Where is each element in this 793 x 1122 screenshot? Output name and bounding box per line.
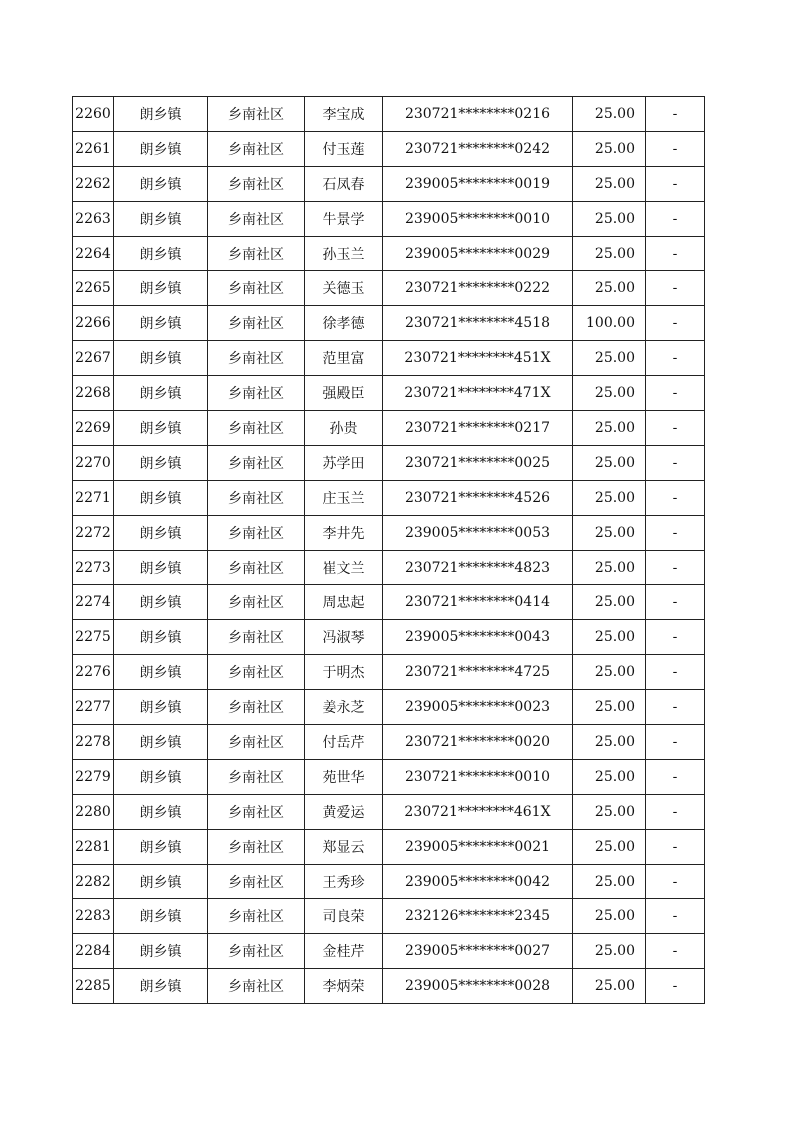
table-row (73, 166, 705, 201)
town-cell: 朗乡镇 (114, 690, 208, 725)
row-number-cell: 2274 (73, 585, 114, 620)
remark-cell: - (646, 166, 705, 201)
community-cell: 乡南社区 (208, 899, 305, 934)
id-number-cell: 230721********0222 (383, 271, 573, 306)
community-cell: 乡南社区 (208, 97, 305, 132)
community-cell: 乡南社区 (208, 445, 305, 480)
table-row (73, 341, 705, 376)
person-name-cell: 李炳荣 (305, 969, 383, 1004)
person-name-cell: 黄爱运 (305, 794, 383, 829)
person-name-cell: 关德玉 (305, 271, 383, 306)
table-body (73, 97, 705, 1004)
community-cell: 乡南社区 (208, 131, 305, 166)
table-row (73, 271, 705, 306)
person-name-cell: 强殿臣 (305, 376, 383, 411)
town-cell: 朗乡镇 (114, 166, 208, 201)
town-cell: 朗乡镇 (114, 585, 208, 620)
amount-cell: 25.00 (573, 690, 646, 725)
remark-cell: - (646, 271, 705, 306)
amount-cell: 25.00 (573, 201, 646, 236)
community-cell: 乡南社区 (208, 934, 305, 969)
table-row (73, 515, 705, 550)
id-number-cell: 230721********0020 (383, 725, 573, 760)
remark-cell: - (646, 97, 705, 132)
community-cell: 乡南社区 (208, 480, 305, 515)
remark-cell: - (646, 306, 705, 341)
table-row (73, 585, 705, 620)
table-row (73, 480, 705, 515)
row-number-cell: 2269 (73, 411, 114, 446)
table-row (73, 690, 705, 725)
id-number-cell: 230721********461X (383, 794, 573, 829)
amount-cell: 25.00 (573, 341, 646, 376)
id-number-cell: 239005********0028 (383, 969, 573, 1004)
id-number-cell: 239005********0053 (383, 515, 573, 550)
remark-cell: - (646, 341, 705, 376)
amount-cell: 25.00 (573, 166, 646, 201)
person-name-cell: 冯淑琴 (305, 620, 383, 655)
community-cell: 乡南社区 (208, 655, 305, 690)
table-row (73, 445, 705, 480)
town-cell: 朗乡镇 (114, 899, 208, 934)
id-number-cell: 239005********0021 (383, 829, 573, 864)
table-row (73, 934, 705, 969)
community-cell: 乡南社区 (208, 550, 305, 585)
id-number-cell: 230721********4526 (383, 480, 573, 515)
table-row (73, 236, 705, 271)
id-number-cell: 239005********0043 (383, 620, 573, 655)
row-number-cell: 2270 (73, 445, 114, 480)
row-number-cell: 2260 (73, 97, 114, 132)
amount-cell: 25.00 (573, 725, 646, 760)
amount-cell: 25.00 (573, 794, 646, 829)
amount-cell: 25.00 (573, 515, 646, 550)
id-number-cell: 230721********0242 (383, 131, 573, 166)
person-name-cell: 李宝成 (305, 97, 383, 132)
community-cell: 乡南社区 (208, 620, 305, 655)
community-cell: 乡南社区 (208, 271, 305, 306)
town-cell: 朗乡镇 (114, 376, 208, 411)
id-number-cell: 239005********0023 (383, 690, 573, 725)
community-cell: 乡南社区 (208, 725, 305, 760)
amount-cell: 25.00 (573, 131, 646, 166)
remark-cell: - (646, 236, 705, 271)
id-number-cell: 239005********0019 (383, 166, 573, 201)
amount-cell: 25.00 (573, 620, 646, 655)
id-number-cell: 230721********4823 (383, 550, 573, 585)
table-row (73, 725, 705, 760)
person-name-cell: 司良荣 (305, 899, 383, 934)
community-cell: 乡南社区 (208, 864, 305, 899)
row-number-cell: 2275 (73, 620, 114, 655)
community-cell: 乡南社区 (208, 829, 305, 864)
person-name-cell: 付岳芹 (305, 725, 383, 760)
town-cell: 朗乡镇 (114, 829, 208, 864)
amount-cell: 25.00 (573, 969, 646, 1004)
row-number-cell: 2276 (73, 655, 114, 690)
id-number-cell: 230721********4725 (383, 655, 573, 690)
data-table (72, 96, 705, 1004)
person-name-cell: 于明杰 (305, 655, 383, 690)
person-name-cell: 姜永芝 (305, 690, 383, 725)
amount-cell: 25.00 (573, 236, 646, 271)
amount-cell: 25.00 (573, 445, 646, 480)
person-name-cell: 石凤春 (305, 166, 383, 201)
remark-cell: - (646, 690, 705, 725)
remark-cell: - (646, 934, 705, 969)
row-number-cell: 2283 (73, 899, 114, 934)
amount-cell: 25.00 (573, 934, 646, 969)
amount-cell: 25.00 (573, 271, 646, 306)
community-cell: 乡南社区 (208, 166, 305, 201)
town-cell: 朗乡镇 (114, 131, 208, 166)
remark-cell: - (646, 201, 705, 236)
id-number-cell: 239005********0029 (383, 236, 573, 271)
remark-cell: - (646, 515, 705, 550)
row-number-cell: 2268 (73, 376, 114, 411)
town-cell: 朗乡镇 (114, 236, 208, 271)
community-cell: 乡南社区 (208, 236, 305, 271)
id-number-cell: 230721********0025 (383, 445, 573, 480)
community-cell: 乡南社区 (208, 794, 305, 829)
amount-cell: 100.00 (573, 306, 646, 341)
amount-cell: 25.00 (573, 411, 646, 446)
row-number-cell: 2272 (73, 515, 114, 550)
id-number-cell: 230721********4518 (383, 306, 573, 341)
community-cell: 乡南社区 (208, 411, 305, 446)
community-cell: 乡南社区 (208, 759, 305, 794)
row-number-cell: 2261 (73, 131, 114, 166)
remark-cell: - (646, 550, 705, 585)
row-number-cell: 2281 (73, 829, 114, 864)
person-name-cell: 付玉莲 (305, 131, 383, 166)
remark-cell: - (646, 725, 705, 760)
row-number-cell: 2279 (73, 759, 114, 794)
table-row (73, 829, 705, 864)
person-name-cell: 苑世华 (305, 759, 383, 794)
town-cell: 朗乡镇 (114, 480, 208, 515)
town-cell: 朗乡镇 (114, 969, 208, 1004)
id-number-cell: 230721********0217 (383, 411, 573, 446)
person-name-cell: 郑显云 (305, 829, 383, 864)
town-cell: 朗乡镇 (114, 620, 208, 655)
person-name-cell: 李井先 (305, 515, 383, 550)
amount-cell: 25.00 (573, 829, 646, 864)
row-number-cell: 2282 (73, 864, 114, 899)
table-row (73, 969, 705, 1004)
row-number-cell: 2265 (73, 271, 114, 306)
person-name-cell: 范里富 (305, 341, 383, 376)
person-name-cell: 金桂芹 (305, 934, 383, 969)
person-name-cell: 崔文兰 (305, 550, 383, 585)
town-cell: 朗乡镇 (114, 655, 208, 690)
town-cell: 朗乡镇 (114, 271, 208, 306)
town-cell: 朗乡镇 (114, 306, 208, 341)
remark-cell: - (646, 411, 705, 446)
id-number-cell: 230721********451X (383, 341, 573, 376)
row-number-cell: 2285 (73, 969, 114, 1004)
table-row (73, 131, 705, 166)
id-number-cell: 230721********471X (383, 376, 573, 411)
id-number-cell: 230721********0216 (383, 97, 573, 132)
person-name-cell: 庄玉兰 (305, 480, 383, 515)
table-row (73, 655, 705, 690)
row-number-cell: 2264 (73, 236, 114, 271)
row-number-cell: 2277 (73, 690, 114, 725)
amount-cell: 25.00 (573, 759, 646, 794)
row-number-cell: 2273 (73, 550, 114, 585)
person-name-cell: 徐孝德 (305, 306, 383, 341)
table-row (73, 306, 705, 341)
id-number-cell: 230721********0010 (383, 759, 573, 794)
community-cell: 乡南社区 (208, 969, 305, 1004)
table-row (73, 411, 705, 446)
community-cell: 乡南社区 (208, 201, 305, 236)
table-row (73, 759, 705, 794)
town-cell: 朗乡镇 (114, 515, 208, 550)
community-cell: 乡南社区 (208, 690, 305, 725)
id-number-cell: 239005********0042 (383, 864, 573, 899)
remark-cell: - (646, 376, 705, 411)
town-cell: 朗乡镇 (114, 864, 208, 899)
row-number-cell: 2266 (73, 306, 114, 341)
town-cell: 朗乡镇 (114, 759, 208, 794)
person-name-cell: 牛景学 (305, 201, 383, 236)
row-number-cell: 2284 (73, 934, 114, 969)
table-row (73, 201, 705, 236)
table-row (73, 376, 705, 411)
person-name-cell: 孙贵 (305, 411, 383, 446)
town-cell: 朗乡镇 (114, 725, 208, 760)
remark-cell: - (646, 480, 705, 515)
amount-cell: 25.00 (573, 376, 646, 411)
amount-cell: 25.00 (573, 480, 646, 515)
table-row (73, 864, 705, 899)
row-number-cell: 2262 (73, 166, 114, 201)
id-number-cell: 239005********0027 (383, 934, 573, 969)
community-cell: 乡南社区 (208, 341, 305, 376)
remark-cell: - (646, 794, 705, 829)
person-name-cell: 苏学田 (305, 445, 383, 480)
town-cell: 朗乡镇 (114, 445, 208, 480)
town-cell: 朗乡镇 (114, 934, 208, 969)
amount-cell: 25.00 (573, 655, 646, 690)
person-name-cell: 周忠起 (305, 585, 383, 620)
row-number-cell: 2280 (73, 794, 114, 829)
community-cell: 乡南社区 (208, 376, 305, 411)
remark-cell: - (646, 969, 705, 1004)
remark-cell: - (646, 864, 705, 899)
table-row (73, 794, 705, 829)
town-cell: 朗乡镇 (114, 794, 208, 829)
community-cell: 乡南社区 (208, 585, 305, 620)
table-row (73, 550, 705, 585)
remark-cell: - (646, 655, 705, 690)
amount-cell: 25.00 (573, 864, 646, 899)
person-name-cell: 王秀珍 (305, 864, 383, 899)
id-number-cell: 232126********2345 (383, 899, 573, 934)
community-cell: 乡南社区 (208, 515, 305, 550)
town-cell: 朗乡镇 (114, 201, 208, 236)
amount-cell: 25.00 (573, 899, 646, 934)
id-number-cell: 239005********0010 (383, 201, 573, 236)
amount-cell: 25.00 (573, 585, 646, 620)
row-number-cell: 2263 (73, 201, 114, 236)
row-number-cell: 2267 (73, 341, 114, 376)
id-number-cell: 230721********0414 (383, 585, 573, 620)
row-number-cell: 2278 (73, 725, 114, 760)
town-cell: 朗乡镇 (114, 550, 208, 585)
community-cell: 乡南社区 (208, 306, 305, 341)
amount-cell: 25.00 (573, 97, 646, 132)
remark-cell: - (646, 585, 705, 620)
remark-cell: - (646, 445, 705, 480)
table-row (73, 620, 705, 655)
remark-cell: - (646, 829, 705, 864)
remark-cell: - (646, 620, 705, 655)
table-row (73, 97, 705, 132)
remark-cell: - (646, 759, 705, 794)
amount-cell: 25.00 (573, 550, 646, 585)
table-row (73, 899, 705, 934)
town-cell: 朗乡镇 (114, 341, 208, 376)
town-cell: 朗乡镇 (114, 97, 208, 132)
remark-cell: - (646, 899, 705, 934)
person-name-cell: 孙玉兰 (305, 236, 383, 271)
remark-cell: - (646, 131, 705, 166)
town-cell: 朗乡镇 (114, 411, 208, 446)
row-number-cell: 2271 (73, 480, 114, 515)
